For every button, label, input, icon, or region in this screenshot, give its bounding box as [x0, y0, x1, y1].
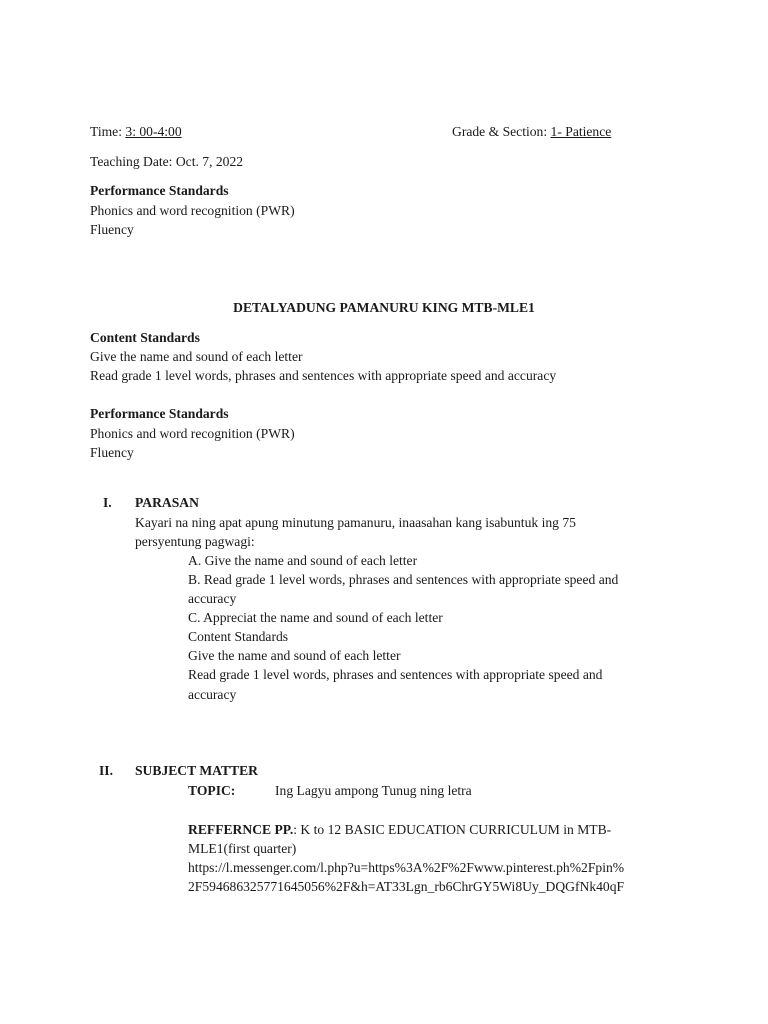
- section-numeral: II.: [99, 763, 113, 778]
- content-standards-line: Give the name and sound of each letter: [90, 349, 303, 364]
- teaching-date: Teaching Date: Oct. 7, 2022: [90, 154, 244, 169]
- content-standards-line: Read grade 1 level words, phrases and sentences with appropriate speed and accuracy: [90, 368, 557, 383]
- performance-standards-heading: Performance Standards: [90, 406, 229, 421]
- reference-url-line: 2F594686325771645056%2F&h=AT33Lgn_rb6ChrGY5Wi8Uy_DQGfNk40qF: [188, 879, 625, 894]
- page-title: DETALYADUNG PAMANURU KING MTB-MLE1: [233, 300, 535, 315]
- section-heading-parasan: PARASAN: [135, 495, 199, 510]
- section-content-standards-line: Read grade 1 level words, phrases and sentences with appropriate speed and: [188, 667, 603, 682]
- objective-intro-line: Kayari na ning apat apung minutung pamanuru, inaasahan kang isabuntuk ing 75: [135, 515, 576, 530]
- section-numeral: I.: [103, 495, 112, 510]
- reference-colon: :: [293, 822, 298, 837]
- section-content-standards-heading: Content Standards: [188, 629, 289, 644]
- section-content-standards-line: accuracy: [188, 687, 237, 702]
- objective-b-line: B. Read grade 1 level words, phrases and sentences with appropriate speed and: [188, 572, 619, 587]
- grade-section-line: [452, 122, 611, 141]
- content-standards-heading: Content Standards: [90, 330, 200, 345]
- time-line: [90, 122, 182, 141]
- time-label: Time:: [90, 124, 126, 139]
- section-content-standards-line: Give the name and sound of each letter: [188, 648, 401, 663]
- reference-url-line: https://l.messenger.com/l.php?u=https%3A%2F%2Fwww.pinterest.ph%2Fpin%: [188, 860, 625, 875]
- section-heading-subject-matter: SUBJECT MATTER: [135, 763, 259, 778]
- reference-label: REFFERNCE PP.: [188, 822, 294, 837]
- reference-line: [188, 820, 611, 839]
- time-value: 3: 00-4:00: [125, 124, 182, 139]
- objective-a: A. Give the name and sound of each letter: [188, 553, 418, 568]
- performance-standards-heading-top: Performance Standards: [90, 183, 229, 198]
- objective-intro-line: persyentung pagwagi:: [135, 534, 255, 549]
- objective-b-line: accuracy: [188, 591, 237, 606]
- objective-c: C. Appreciat the name and sound of each letter: [188, 610, 443, 625]
- grade-label: Grade & Section:: [452, 124, 551, 139]
- grade-value: 1- Patience: [550, 124, 612, 139]
- reference-text: K to 12 BASIC EDUCATION CURRICULUM in MTB-: [297, 822, 612, 837]
- topic-label: TOPIC:: [188, 783, 236, 798]
- performance-standards-line: Phonics and word recognition (PWR): [90, 203, 295, 218]
- performance-standards-line: Fluency: [90, 445, 134, 460]
- performance-standards-line: Phonics and word recognition (PWR): [90, 426, 295, 441]
- reference-line: MLE1(first quarter): [188, 841, 297, 856]
- topic-value: Ing Lagyu ampong Tunug ning letra: [275, 783, 472, 798]
- performance-standards-line: Fluency: [90, 222, 134, 237]
